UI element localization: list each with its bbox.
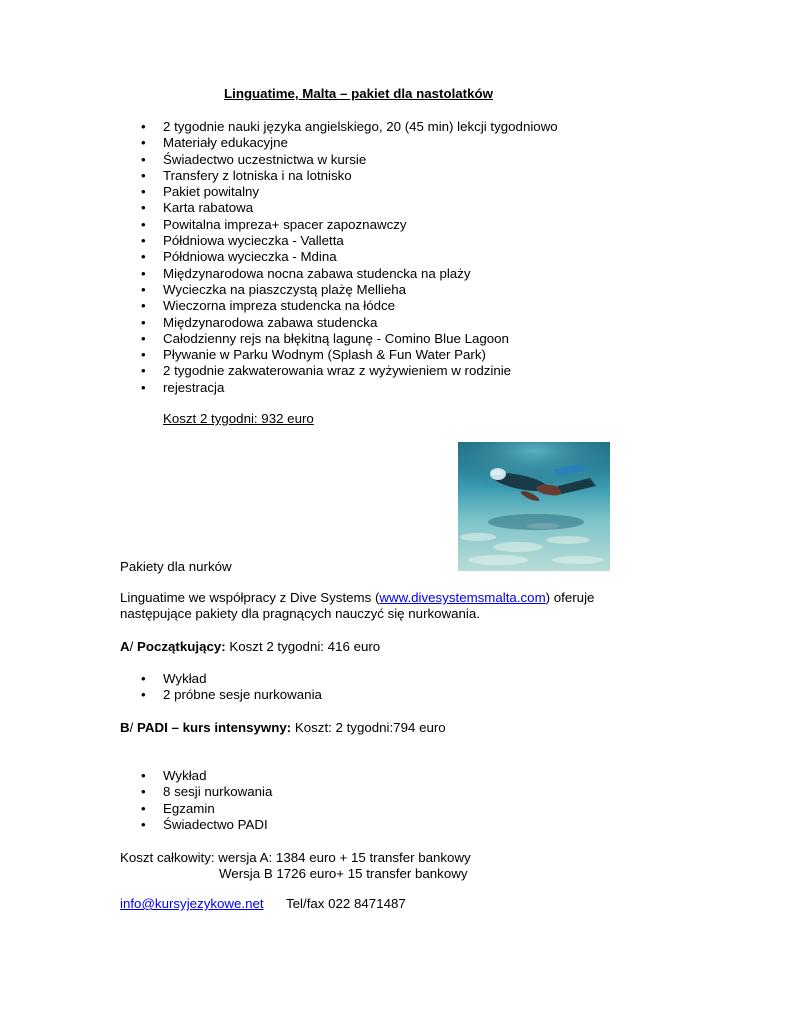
list-item-text: Półdniowa wycieczka - Valletta	[163, 233, 344, 249]
list-item	[141, 119, 558, 135]
divers-heading: Pakiety dla nurków	[120, 559, 232, 574]
list-item-text: Wycieczka na piaszczystą plażę Mellieha	[163, 281, 407, 297]
list-item	[141, 330, 558, 347]
divers-intro-before: Linguatime we współpracy z Dive Systems (	[120, 590, 380, 605]
list-item	[141, 281, 558, 298]
bullet-icon: •	[141, 687, 146, 703]
list-item	[141, 167, 558, 184]
list-item	[141, 216, 558, 233]
package-a-name: Początkujący:	[137, 639, 226, 654]
list-item	[141, 200, 558, 216]
bullet-icon: •	[141, 216, 146, 232]
package-b-sep: /	[129, 720, 137, 735]
package-a-list	[141, 671, 322, 704]
divers-intro-line2: następujące pakiety dla pragnących nauczyć się nurkowania.	[120, 606, 480, 621]
list-item	[141, 784, 273, 800]
bullet-icon: •	[141, 768, 146, 783]
list-item-text: Pakiet powitalny	[163, 184, 260, 200]
bullet-icon: •	[141, 363, 146, 379]
list-item-text: 2 tygodnie zakwaterowania wraz z wyżywieniem w rodzinie	[163, 363, 512, 379]
list-item-text: Karta rabatowa	[163, 200, 254, 216]
list-item-text: 8 sesji nurkowania	[163, 784, 273, 800]
list-item-text: 2 próbne sesje nurkowania	[163, 687, 322, 703]
bullet-icon: •	[141, 379, 146, 395]
list-item	[141, 184, 558, 200]
list-item-text: Międzynarodowa zabawa studencka	[163, 314, 378, 330]
list-item	[141, 151, 558, 168]
bullet-icon: •	[141, 281, 146, 297]
bullet-icon: •	[141, 671, 146, 686]
package-b-cost: Koszt: 2 tygodni:794 euro	[291, 720, 446, 735]
list-item-text: rejestracja	[163, 379, 225, 395]
bullet-icon: •	[141, 135, 146, 151]
package-b-list	[141, 768, 273, 833]
divers-intro-after: ) oferuje	[545, 590, 595, 605]
bullet-icon: •	[141, 233, 146, 249]
bullet-icon: •	[141, 151, 146, 167]
list-item-text: Pływanie w Parku Wodnym (Splash & Fun Water Park)	[163, 347, 486, 363]
bullet-icon: •	[141, 347, 146, 363]
list-item	[141, 363, 558, 379]
list-item	[141, 265, 558, 282]
bullet-icon: •	[141, 249, 146, 265]
contact-phone: Tel/fax 022 8471487	[286, 896, 406, 911]
list-item-text: Świadectwo uczestnictwa w kursie	[163, 151, 367, 167]
contact-email-link[interactable]: info@kursyjezykowe.net	[120, 896, 264, 911]
bullet-icon: •	[141, 800, 146, 816]
bullet-icon: •	[141, 119, 146, 134]
bullet-icon: •	[141, 298, 146, 314]
list-item-text: Całodzienny rejs na błękitną lagunę - Comino Blue Lagoon	[163, 330, 509, 346]
teen-package-cost: Koszt 2 tygodni: 932 euro	[163, 411, 314, 426]
package-b-letter: B	[120, 720, 130, 735]
list-item-text: Międzynarodowa nocna zabawa studencka na plaży	[163, 265, 471, 281]
list-item	[141, 249, 558, 265]
list-item-text: Wykład	[163, 768, 207, 783]
underwater-swimmer-image	[458, 442, 610, 571]
bullet-icon: •	[141, 184, 146, 200]
total-cost-line2: Wersja B 1726 euro+ 15 transfer bankowy	[219, 866, 468, 881]
list-item-text: 2 tygodnie nauki języka angielskiego, 20 (45 min) lekcji tygodniowo	[163, 119, 558, 134]
package-a-heading	[120, 639, 380, 655]
bullet-icon: •	[141, 784, 146, 800]
list-item-text: Powitalna impreza+ spacer zapoznawczy	[163, 216, 407, 232]
list-item-text: Wieczorna impreza studencka na łódce	[163, 298, 396, 314]
list-item	[141, 298, 558, 314]
contact-line	[120, 896, 264, 912]
list-item-text: Wykład	[163, 671, 207, 686]
package-a-letter: A	[120, 639, 130, 654]
list-item-text: Świadectwo PADI	[163, 816, 268, 832]
package-a-sep: /	[129, 639, 137, 654]
list-item	[141, 687, 322, 703]
list-item	[141, 671, 322, 687]
teen-package-list	[141, 119, 558, 396]
bullet-icon: •	[141, 200, 146, 216]
bullet-icon: •	[141, 816, 146, 832]
list-item	[141, 347, 558, 363]
list-item	[141, 314, 558, 331]
total-cost-line1: Koszt całkowity: wersja A: 1384 euro + 15 transfer bankowy	[120, 850, 471, 865]
list-item	[141, 816, 272, 833]
divers-intro-line1	[120, 590, 594, 606]
list-item	[141, 379, 558, 396]
snorkeling-photo	[458, 442, 610, 571]
bullet-icon: •	[141, 167, 146, 183]
bullet-icon: •	[141, 265, 146, 281]
list-item-text: Transfery z lotniska i na lotnisko	[163, 167, 352, 183]
package-b-heading	[120, 720, 446, 736]
package-b-name: PADI – kurs intensywny:	[137, 720, 292, 735]
list-item-text: Egzamin	[163, 800, 215, 816]
list-item-text: Materiały edukacyjne	[163, 135, 288, 151]
page-title: Linguatime, Malta – pakiet dla nastolatków	[224, 86, 493, 101]
list-item-text: Półdniowa wycieczka - Mdina	[163, 249, 337, 265]
package-a-cost: Koszt 2 tygodni: 416 euro	[225, 639, 381, 654]
bullet-icon: •	[141, 314, 146, 330]
list-item	[141, 233, 558, 249]
list-item	[141, 768, 272, 784]
list-item	[141, 135, 558, 151]
dive-systems-link[interactable]: www.divesystemsmalta.com	[379, 590, 546, 605]
bullet-icon: •	[141, 330, 146, 346]
list-item	[141, 800, 272, 817]
